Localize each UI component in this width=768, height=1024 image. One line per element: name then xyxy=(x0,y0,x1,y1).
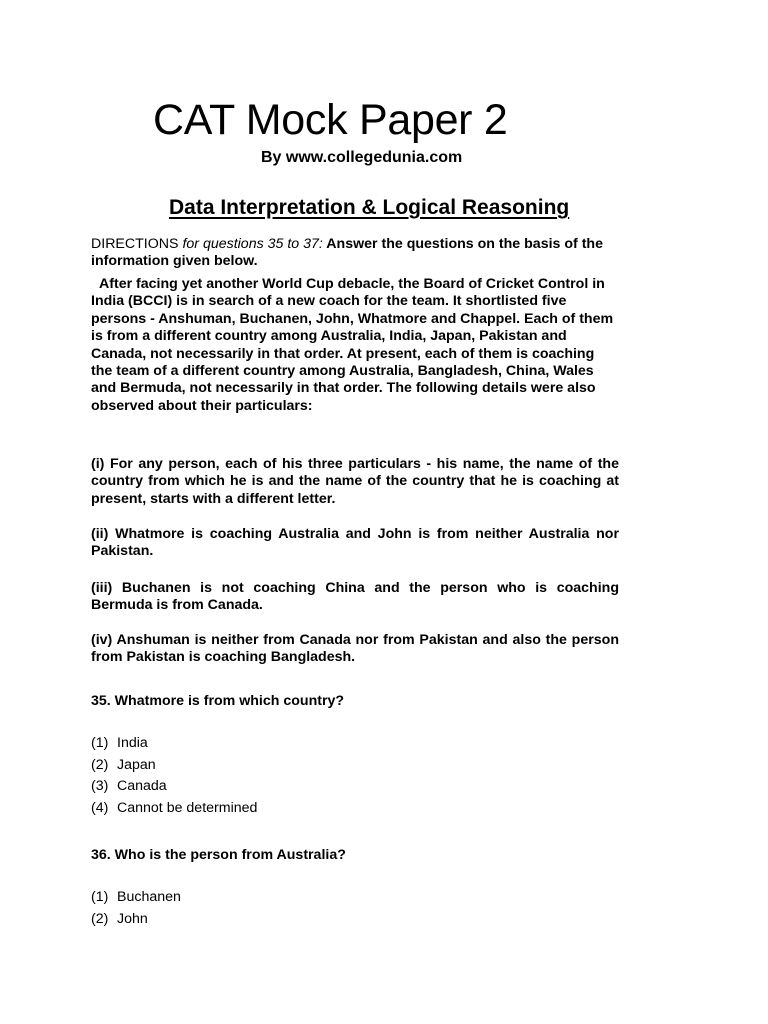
byline: By www.collegedunia.com xyxy=(261,149,463,166)
option-number: (3) xyxy=(91,778,109,795)
option xyxy=(91,776,257,798)
intro-paragraph: After facing yet another World Cup debacle, the Board of Cricket Control in India (BCCI) is in search of a new coach for the team. It shortlisted five persons - Anshuman, Buchanen, John, Whatmore and Chappel. Each of them is from a different country among Australia, India, Japan, Pakistan and Canada, not necessarily in that order. At present, each of them is coaching the team of a different country among Australia, Bangladesh, China, Wales and Bermuda, not necessarily in that order. The following details were also observed about their particulars: xyxy=(91,276,614,414)
directions-lead: DIRECTIONS xyxy=(91,236,179,252)
option-number: (1) xyxy=(91,735,109,751)
clue-i: (i) For any person, each of his three particulars - his name, the name of the country from which he is and the name of the country that he is coaching at present, starts with a different letter. xyxy=(91,456,619,507)
directions xyxy=(91,236,619,271)
clue-iv: (iv) Anshuman is neither from Canada nor from Pakistan and also the person from Pakistan is coaching Bangladesh. xyxy=(91,632,619,666)
option-text: John xyxy=(117,910,148,927)
question-35: 35. Whatmore is from which country? xyxy=(91,693,345,709)
question-35-options xyxy=(91,733,257,820)
option xyxy=(91,887,181,909)
directions-range: for questions 35 to 37: xyxy=(182,236,323,252)
option xyxy=(91,733,257,755)
section-title: Data Interpretation & Logical Reasoning xyxy=(169,196,570,219)
option-number: (4) xyxy=(91,800,109,817)
option xyxy=(91,909,181,931)
option xyxy=(91,798,257,820)
option-number: (2) xyxy=(91,756,109,773)
option-text: Canada xyxy=(117,778,167,795)
page-title: CAT Mock Paper 2 xyxy=(153,96,508,144)
clue-ii: (ii) Whatmore is coaching Australia and John is from neither Australia nor Pakistan. xyxy=(91,526,619,560)
directions-text: Answer the questions on the basis of the information given below. xyxy=(91,236,603,270)
option xyxy=(91,755,257,777)
option-number: (1) xyxy=(91,889,109,905)
option-text: Buchanen xyxy=(117,889,181,905)
option-text: India xyxy=(117,735,148,751)
question-36: 36. Who is the person from Australia? xyxy=(91,847,346,863)
question-36-options xyxy=(91,887,181,930)
option-text: Cannot be determined xyxy=(117,800,258,817)
option-text: Japan xyxy=(117,756,156,773)
option-number: (2) xyxy=(91,910,109,927)
clue-iii: (iii) Buchanen is not coaching China and the person who is coaching Bermuda is from Canada. xyxy=(91,580,619,614)
